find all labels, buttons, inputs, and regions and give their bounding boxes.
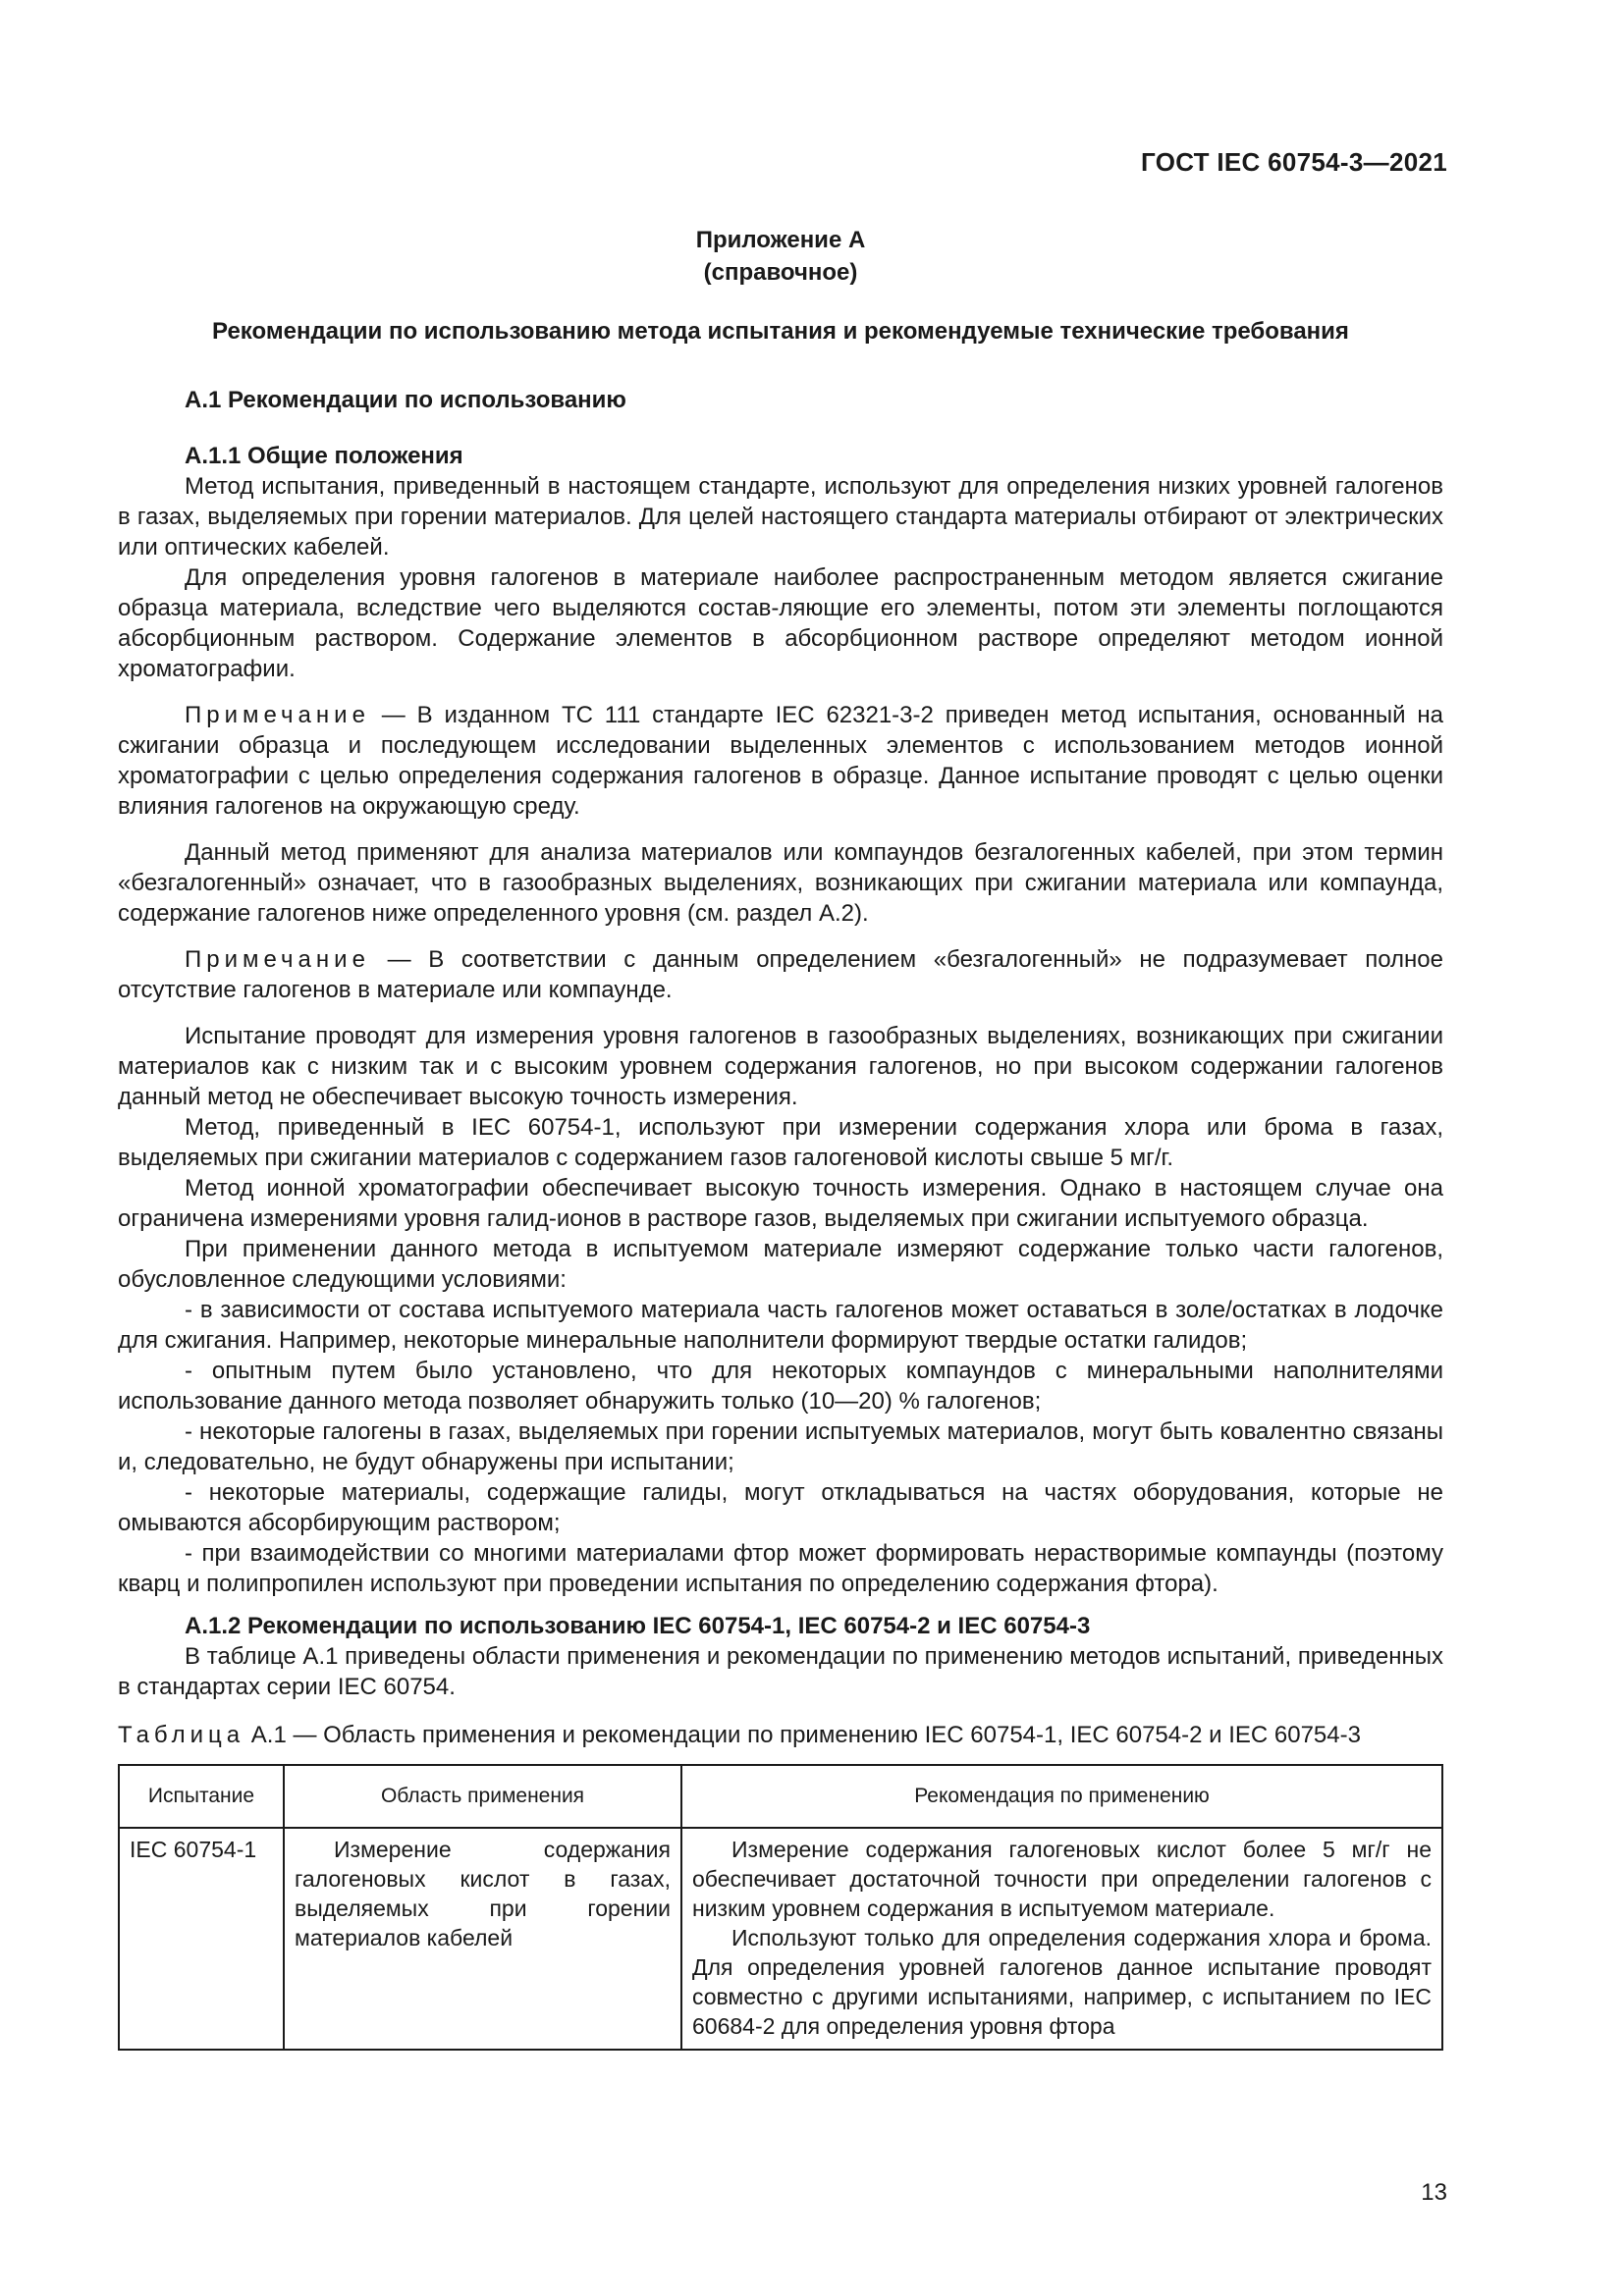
- cell-recommendation: [681, 1828, 1442, 2050]
- column-header-recommendation: Рекомендация по применению: [681, 1765, 1442, 1828]
- paragraph: Метод испытания, приведенный в настоящем стандарте, используют для определения низких уровней галогенов в газах, выделяемых при горении материалов. Для целей настоящего стандарта материалы отбирают от электрических или оптических кабелей.: [118, 473, 1443, 561]
- paragraph: Метод ионной хроматографии обеспечивает высокую точность измерения. Однако в настоящем случае она ограничена измерениями уровня галид-ионов в растворе газов, выделяемых при сжигании испытуемого образца.: [118, 1175, 1443, 1232]
- recommendation-text: Используют только для определения содержания хлора и брома. Для определения уровней галогенов данное испытание проводят совместно с другими испытаниями, например, с испытанием по IEC 60684-2 для определения уровня фтора: [692, 1925, 1432, 2039]
- cell-test: IEC 60754-1: [119, 1828, 284, 2050]
- list-item: - при взаимодействии со многими материалами фтор может формировать нерастворимые компаунды (поэтому кварц и полипропилен используют при проведении испытания по определению содержания фтора).: [118, 1540, 1443, 1597]
- list-item: - в зависимости от состава испытуемого материала часть галогенов может оставаться в золе/остатках в лодочке для сжигания. Например, некоторые минеральные наполнители формируют твердые остатки галидов;: [118, 1297, 1443, 1354]
- note-paragraph: [118, 944, 1443, 1005]
- recommendation-text: Измерение содержания галогеновых кислот более 5 мг/г не обеспечивает достаточной точности при определении галогенов с низким уровнем содержания в испытуемом материале.: [692, 1837, 1432, 1921]
- column-header-test: Испытание: [119, 1765, 284, 1828]
- annex-subtitle: (справочное): [703, 259, 858, 286]
- table-caption-text: А.1 — Область применения и рекомендации по применению IEC 60754-1, IEC 60754-2 и IEC 60754-3: [244, 1722, 1361, 1748]
- paragraph: Метод, приведенный в IEC 60754-1, используют при измерении содержания хлора или брома в газах, выделяемых при сжигании материалов с содержанием газов галогеновой кислоты свыше 5 мг/г.: [118, 1114, 1443, 1171]
- subsection-a12-title: А.1.2 Рекомендации по использованию IEC 60754-1, IEC 60754-2 и IEC 60754-3: [185, 1613, 1091, 1639]
- column-header-scope: Область применения: [284, 1765, 681, 1828]
- section-a1-title: А.1 Рекомендации по использованию: [185, 387, 626, 413]
- paragraph: Для определения уровня галогенов в материале наиболее распространенным методом является сжигание образца материала, вследствие чего выделяются состав-ляющие его элементы, потом эти элементы поглощаются абсорбционным раствором. Содержание элементов в абсорбционном растворе определяют методом ионной хроматографии.: [118, 564, 1443, 682]
- note-text: — В соответствии с данным определением «безгалогенный» не подразумевает полное отсутствие галогенов в материале или компаунде.: [118, 946, 1443, 1003]
- table-caption: [118, 1720, 1443, 1750]
- cell-scope: [284, 1828, 681, 2050]
- paragraph: Данный метод применяют для анализа материалов или компаундов безгалогенных кабелей, при этом термин «безгалогенный» означает, что в газообразных выделениях, возникающих при сжигании материала или компаунда, содержание галогенов ниже определенного уровня (см. раздел А.2).: [118, 839, 1443, 927]
- list-item: - опытным путем было установлено, что для некоторых компаундов с минеральными наполнителями использование данного метода позволяет обнаружить только (10—20) % галогенов;: [118, 1358, 1443, 1415]
- scope-text: Измерение содержания галогеновых кислот в газах, выделяемых при горении материалов кабелей: [295, 1837, 671, 1950]
- document-header: ГОСТ IEC 60754-3—2021: [1141, 147, 1447, 177]
- page-number: 13: [1421, 2179, 1447, 2206]
- note-label: Примечание: [185, 946, 370, 973]
- paragraph: При применении данного метода в испытуемом материале измеряют содержание только части галогенов, обусловленное следующими условиями:: [118, 1236, 1443, 1293]
- paragraph: Испытание проводят для измерения уровня галогенов в газообразных выделениях, возникающих при сжигании материалов как с низким так и с высоким уровнем содержания галогенов, но при высоком содержании галогенов данный метод не обеспечивает высокую точность измерения.: [118, 1023, 1443, 1110]
- list-item: - некоторые материалы, содержащие галиды, могут откладываться на частях оборудования, которые не омываются абсорбирующим раствором;: [118, 1479, 1443, 1536]
- note-text: — В изданном ТС 111 стандарте IEC 62321-3-2 приведен метод испытания, основанный на сжигании образца и последующем исследовании выделенных элементов с использованием методов ионной хроматографии с целью определения содержания галогенов в образце. Данное испытание проводят с целью оценки влияния галогенов на окружающую среду.: [118, 702, 1443, 820]
- subsection-a11-title: А.1.1 Общие положения: [185, 443, 463, 469]
- page-content: [118, 224, 1443, 2051]
- table-header-row: [119, 1765, 1442, 1828]
- table-row: [119, 1828, 1442, 2050]
- note-paragraph: [118, 700, 1443, 822]
- note-label: Примечание: [185, 702, 370, 728]
- annex-title: Приложение А: [695, 227, 866, 253]
- table-caption-label: Таблица: [118, 1722, 245, 1748]
- list-item: - некоторые галогены в газах, выделяемых при горении испытуемых материалов, могут быть ковалентно связаны и, следовательно, не будут обнаружены при испытании;: [118, 1418, 1443, 1475]
- paragraph: В таблице А.1 приведены области применения и рекомендации по применению методов испытаний, приведенных в стандартах серии IEC 60754.: [118, 1643, 1443, 1700]
- table-a1: [118, 1764, 1443, 2051]
- annex-heading: Рекомендации по использованию метода испытания и рекомендуемые технические требования: [212, 318, 1349, 345]
